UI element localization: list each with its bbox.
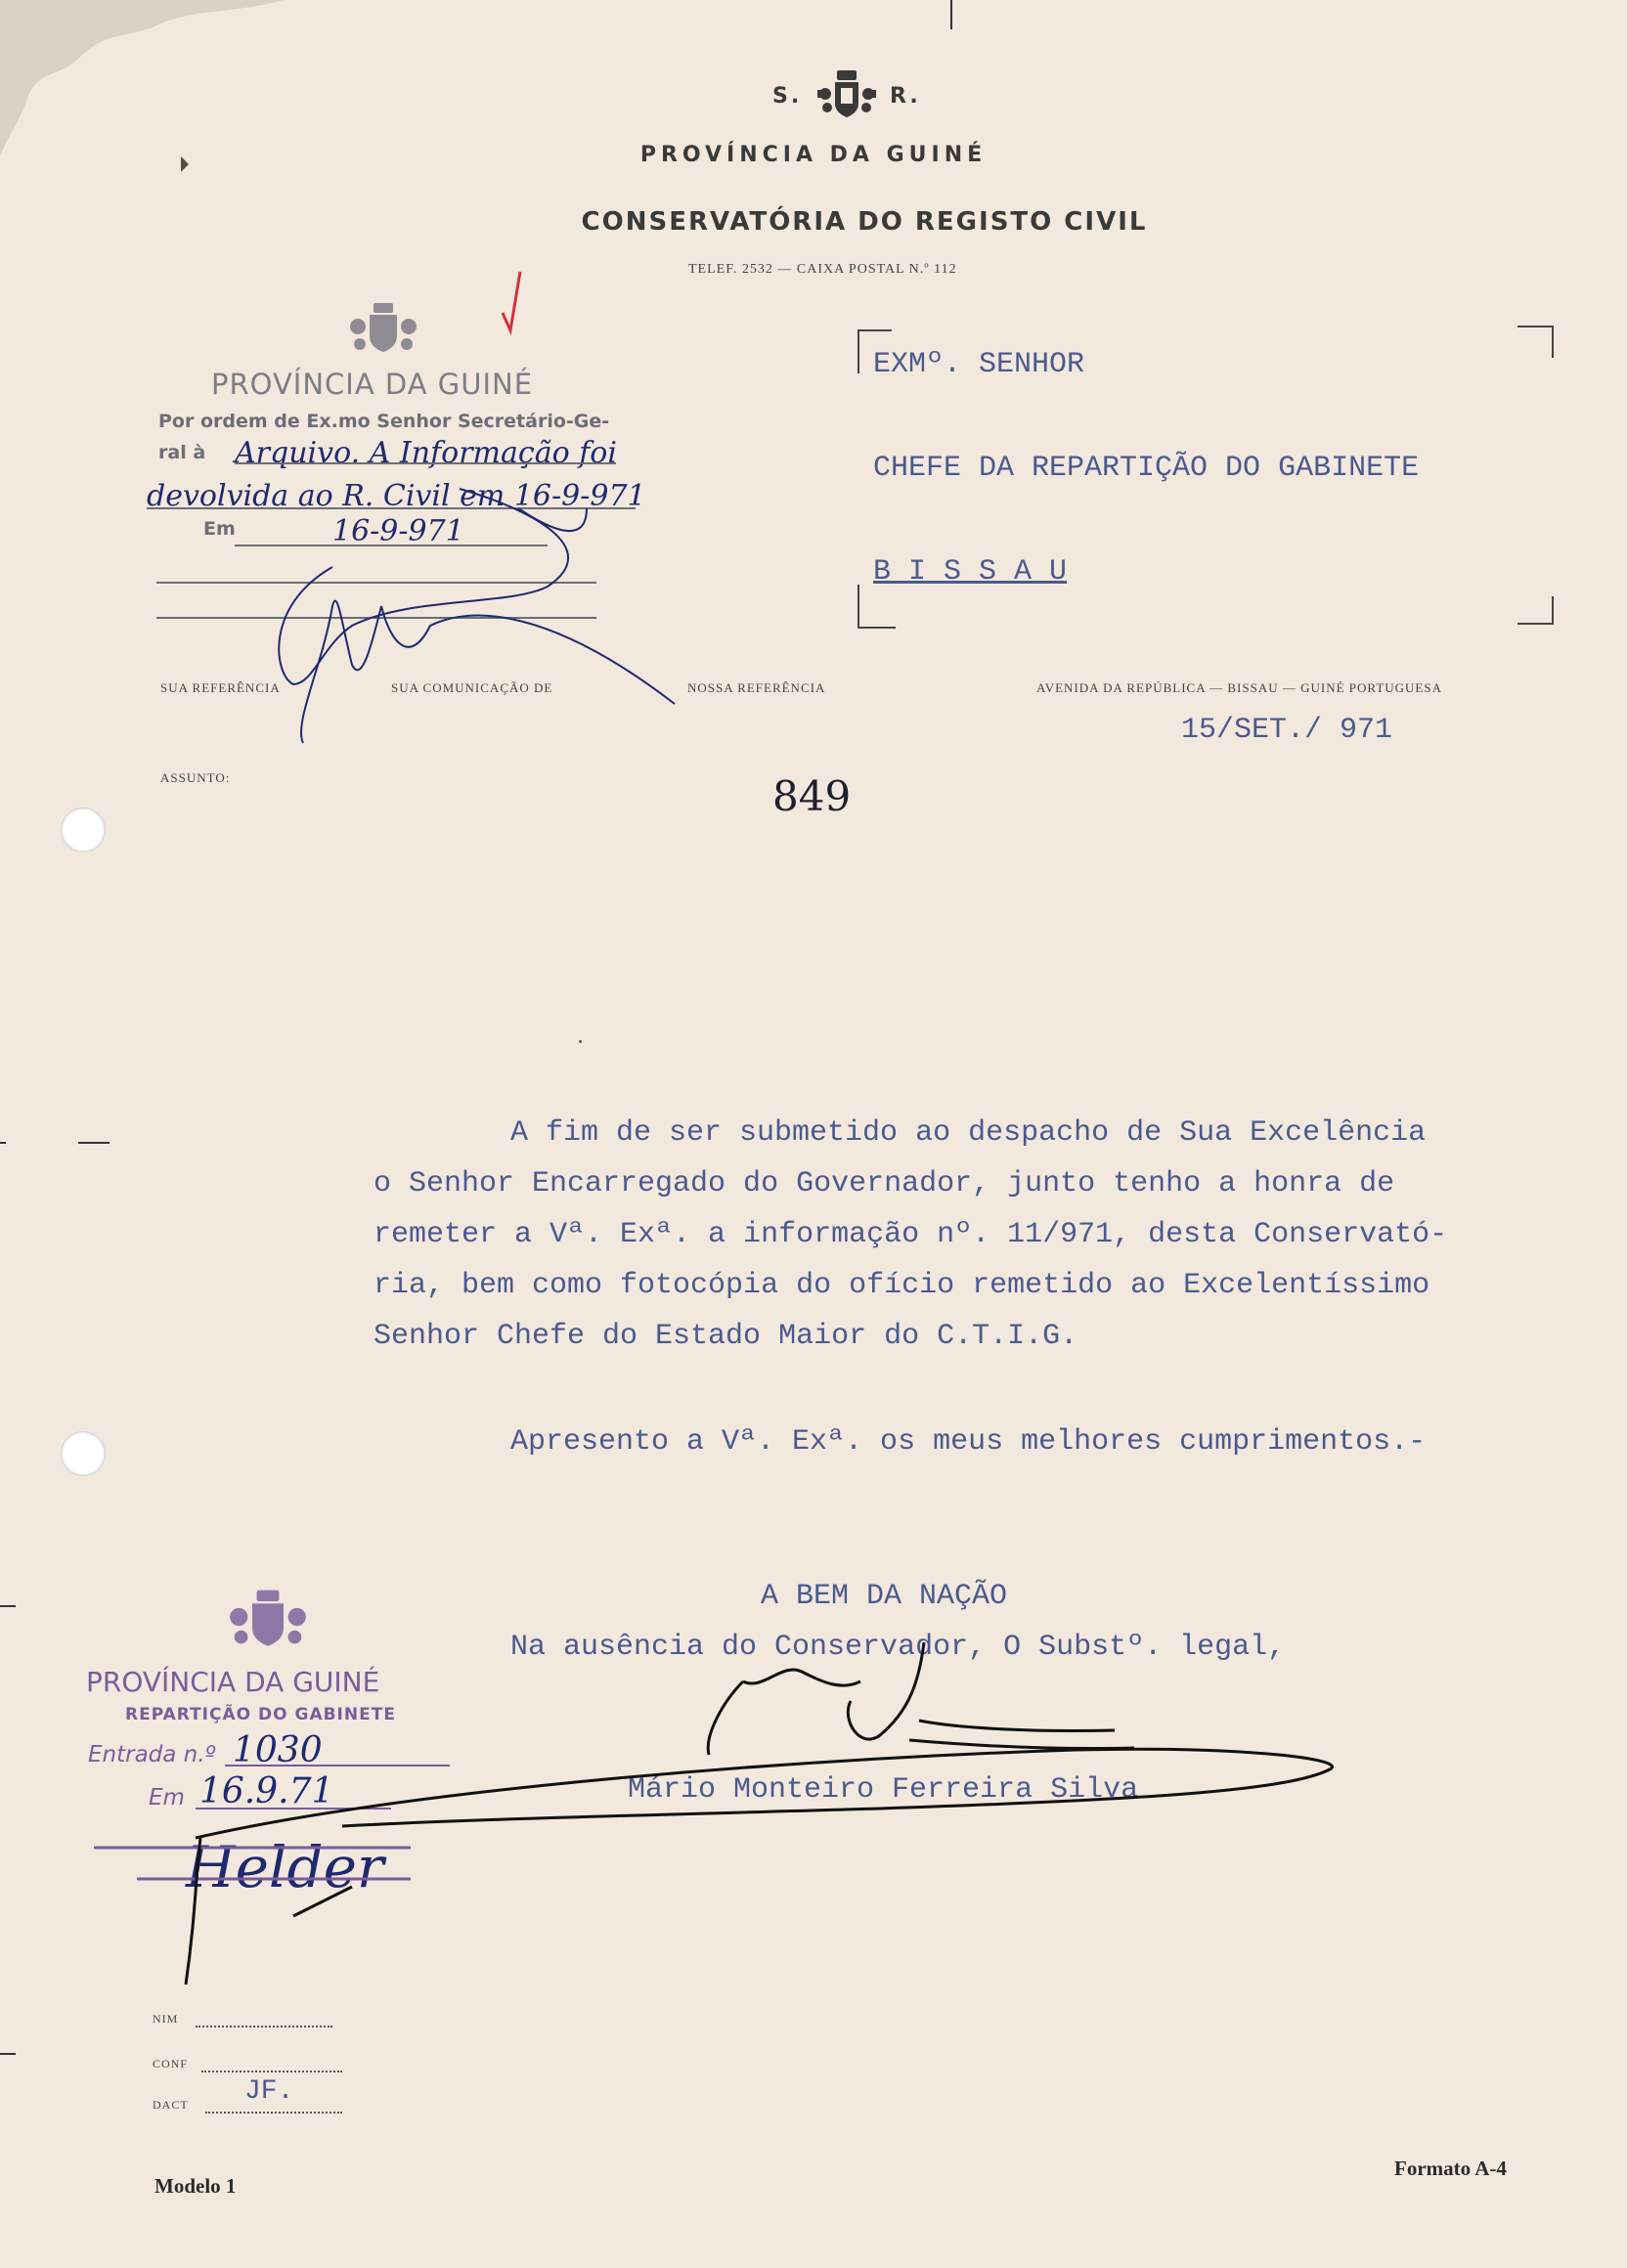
s-letter: S. xyxy=(772,84,803,109)
signature-strokes xyxy=(0,1564,1627,2014)
label-dact: DACT xyxy=(153,2098,189,2112)
stamp-bottom-title: PROVÍNCIA DA GUINÉ xyxy=(86,1666,380,1698)
closing-line: Apresento a Vª. Exª. os meus melhores cumprimentos.- xyxy=(510,1425,1427,1459)
label-nossa-referencia: NOSSA REFERÊNCIA xyxy=(687,680,826,695)
conf-dots xyxy=(201,2071,342,2072)
punch-hole-bottom xyxy=(61,1431,106,1476)
stamp-top-order-prefix: ral à xyxy=(158,442,206,463)
modelo-label: Modelo 1 xyxy=(154,2174,237,2198)
stamp-top-title: PROVÍNCIA DA GUINÉ xyxy=(211,368,534,401)
r-letter: R. xyxy=(890,84,921,109)
dact-dots xyxy=(205,2112,342,2114)
body-line-4: ria, bem como fotocópia do ofício remetido ao Excelentíssimo xyxy=(374,1269,1430,1302)
check-mark-icon xyxy=(503,272,520,330)
motto: A BEM DA NAÇÃO xyxy=(761,1580,1008,1613)
body-line-2: o Senhor Encarregado do Governador, junto tenho a honra de xyxy=(374,1167,1395,1200)
top-stamp-strokes xyxy=(0,0,1627,880)
body-line-3: remeter a Vª. Exª. a informação nº. 11/971, desta Conservató- xyxy=(374,1218,1448,1251)
body-line-5: Senhor Chefe do Estado Maior do C.T.I.G. xyxy=(374,1320,1078,1353)
addressee-line2: CHEFE DA REPARTIÇÃO DO GABINETE xyxy=(873,452,1420,485)
hand-number: 849 xyxy=(772,772,852,820)
label-nim: NIM xyxy=(153,2012,179,2026)
pencil-dot xyxy=(579,1040,582,1043)
stamp-top-em-label: Em xyxy=(203,518,236,540)
addressee-line3: B I S S A U xyxy=(873,555,1068,589)
province-heading: PROVÍNCIA DA GUINÉ xyxy=(639,143,988,167)
formato-label: Formato A-4 xyxy=(1394,2157,1507,2180)
stamp-top-hand-line1: Arquivo. A Informação foi xyxy=(235,436,617,470)
label-conf: CONF xyxy=(153,2057,189,2071)
hand-name: Helder xyxy=(186,1834,384,1900)
stamp-top-hand-date: 16-9-971 xyxy=(332,514,464,548)
label-sua-comunicacao: SUA COMUNICAÇÃO DE xyxy=(391,680,553,695)
stamp-bottom-entrada-value: 1030 xyxy=(233,1730,323,1770)
contact-line: TELEF. 2532 — CAIXA POSTAL N.º 112 xyxy=(688,262,957,277)
stamp-top-hand-line2: devolvida ao R. Civil em 16-9-971 xyxy=(147,479,646,513)
dact-value: JF. xyxy=(244,2076,294,2107)
nim-dots xyxy=(196,2026,332,2028)
stamp-bottom-subtitle: REPARTIÇÃO DO GABINETE xyxy=(125,1705,396,1724)
body-line-1: A fim de ser submetido ao despacho de Sua Excelência xyxy=(510,1116,1427,1150)
stamp-bottom-em-value: 16.9.71 xyxy=(199,1771,334,1811)
stamp-bottom-em-label: Em xyxy=(149,1785,185,1810)
label-sua-referencia: SUA REFERÊNCIA xyxy=(160,680,281,695)
stamp-bottom-entrada-label: Entrada n.º xyxy=(88,1742,216,1767)
absence-line: Na ausência do Conservador, O Substº. legal, xyxy=(510,1631,1286,1664)
addressee-line1: EXMº. SENHOR xyxy=(873,348,1085,381)
label-assunto: ASSUNTO: xyxy=(160,770,231,785)
office-heading: CONSERVATÓRIA DO REGISTO CIVIL xyxy=(581,207,1148,237)
margin-mark xyxy=(0,2053,16,2055)
fold-mark xyxy=(78,1142,110,1144)
address-line: AVENIDA DA REPÚBLICA — BISSAU — GUINÉ PORTUGUESA xyxy=(1036,680,1442,695)
punch-hole-top xyxy=(61,807,106,852)
margin-mark xyxy=(0,1142,6,1144)
signatory-name: Mário Monteiro Ferreira Silva xyxy=(628,1773,1139,1807)
document-date: 15/SET./ 971 xyxy=(1181,714,1393,747)
stamp-top-order-line1: Por ordem de Ex.mo Senhor Secretário-Ge- xyxy=(158,411,610,432)
